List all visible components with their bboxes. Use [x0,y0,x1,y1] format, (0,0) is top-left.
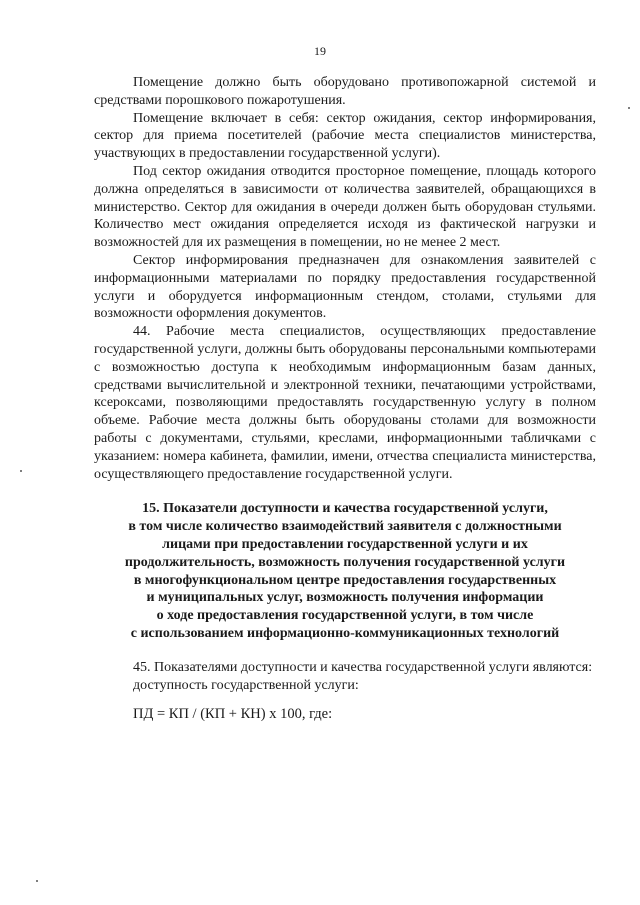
heading-line: и муниципальных услуг, возможность получения информации [146,590,544,606]
heading-line: в том числе количество взаимодействий заявителя с должностными [128,519,562,535]
page-number: 19 [314,44,326,58]
heading-line: лицами при предоставлении государственной услуги и их [162,536,528,552]
paragraph-44-workplaces: 44. Рабочие места специалистов, осуществляющих предоставление государственной услуги, должны быть оборудованы персональными компьютерами с возможностью доступа к необходимым информационным базам данных, средствами вычислительной и электронной техники, печатающими устройствами, ксероксами, позволяющими предоставлять государственную услугу в полном объеме. Рабочие места должны быть оборудованы столами для возможности работы с документами, стульями, креслами, информационными табличками с указанием: номера кабинета, фамилии, имени, отчества специалиста министерства, осуществляющего предоставление государственной услуги. [94,324,596,482]
scan-speck [628,107,630,109]
heading-line: 15. Показатели доступности и качества государственной услуги, [142,501,548,517]
paragraph-info-sector: Сектор информирования предназначен для ознакомления заявителей с информационными материалами по порядку предоставления государственной услуги и оборудуется информационным стендом, столами, стульями для возможности оформления документов. [94,252,596,322]
section-heading-15 [94,500,596,642]
heading-line: продолжительность, возможность получения государственной услуги [124,554,566,570]
availability-label: доступность государственной услуги: [133,677,359,693]
paragraph-fire-safety: Помещение должно быть оборудовано противопожарной системой и средствами порошкового пожаротушения. [94,75,596,108]
heading-line: в многофункциональном центре предоставления государственных [133,572,557,588]
paragraph-room-sectors: Помещение включает в себя: сектор ожидания, сектор информирования, сектор для приема посетителей (рабочие места специалистов министерства, участвующих в предоставлении государственной услуги). [94,110,596,162]
scan-speck [20,470,22,472]
paragraph-45-indicators: 45. Показателями доступности и качества государственной услуги являются: [133,659,593,675]
heading-line: о ходе предоставления государственной услуги, в том числе [156,608,534,624]
availability-formula: ПД = КП / (КП + КН) х 100, где: [133,706,333,723]
heading-line: с использованием информационно-коммуникационных технологий [130,625,560,641]
paragraph-waiting-sector: Под сектор ожидания отводится просторное помещение, площадь которого должна определяться в зависимости от количества заявителей, обращающихся в министерство. Сектор для ожидания в очереди должен быть оборудован стульями. Количество мест ожидания определяется исходя из фактической нагрузки и возможностей для их размещения в помещении, но не менее 2 мест. [94,163,596,251]
scan-speck [36,880,38,882]
document-body [94,74,596,724]
